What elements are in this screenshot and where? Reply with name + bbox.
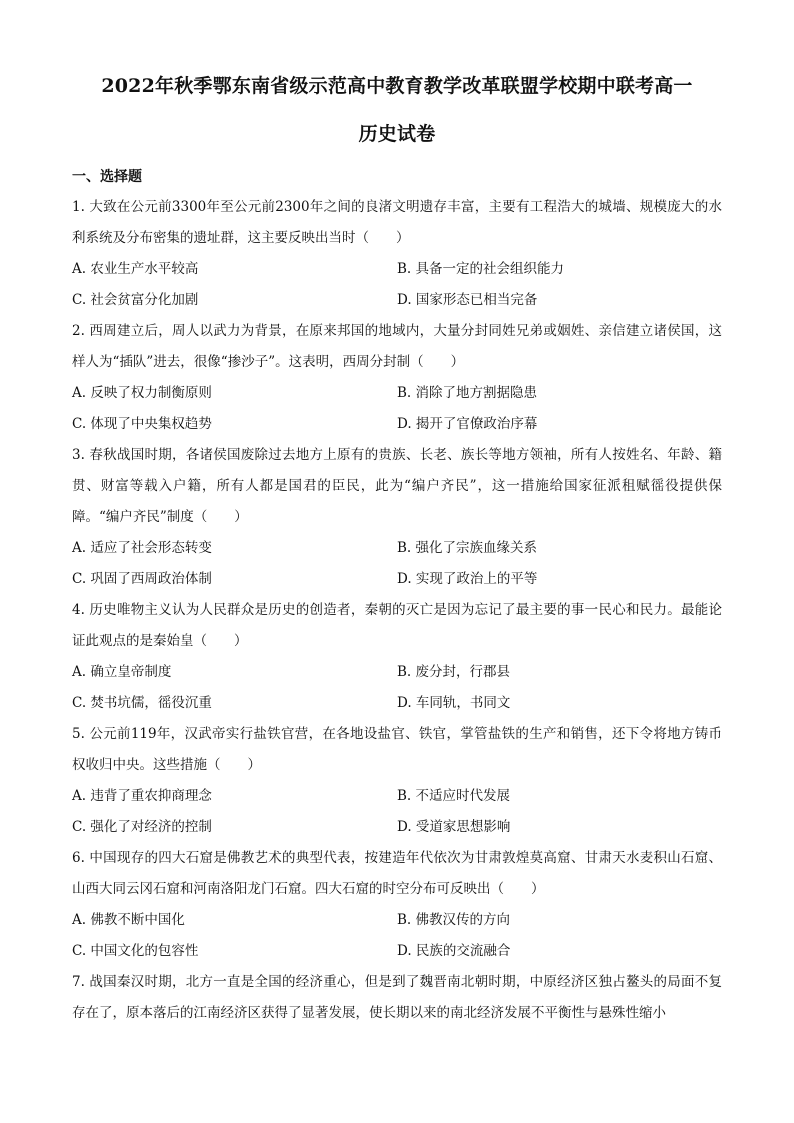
question-options <box>72 657 722 719</box>
question-3 <box>72 440 722 595</box>
question-6 <box>72 843 722 967</box>
option-d: D. 受道家思想影响 <box>397 819 511 835</box>
option-a: A. 适应了社会形态转变 <box>72 540 212 556</box>
option-d: D. 民族的交流融合 <box>397 943 511 959</box>
option-c: C. 中国文化的包容性 <box>72 943 199 959</box>
question-stem: 2. 西周建立后，周人以武力为背景，在原来邦国的地域内，大量分封同姓兄弟或姻姓、亲信建立诸侯国，这样人为“插队”进去，很像“掺沙子”。这表明，西周分封制（ ） <box>72 323 722 370</box>
option-c: C. 强化了对经济的控制 <box>72 819 212 835</box>
option-b: B. 佛教汉传的方向 <box>397 912 511 928</box>
question-4 <box>72 595 722 719</box>
option-b: B. 废分封，行郡县 <box>397 664 511 680</box>
option-a: A. 反映了权力制衡原则 <box>72 385 212 401</box>
question-stem: 4. 历史唯物主义认为人民群众是历史的创造者，秦朝的灭亡是因为忘记了最主要的事一民心和民力。最能论证此观点的是秦始皇（ ） <box>72 602 722 649</box>
exam-title <box>72 62 722 158</box>
question-stem: 1. 大致在公元前3300年至公元前2300年之间的良渚文明遗存丰富，主要有工程浩大的城墙、规模庞大的水利系统及分布密集的遗址群，这主要反映出当时（ ） <box>72 199 722 246</box>
question-options <box>72 378 722 440</box>
option-a: A. 确立皇帝制度 <box>72 664 172 680</box>
option-c: C. 巩固了西周政治体制 <box>72 571 212 587</box>
option-d: D. 车同轨，书同文 <box>397 695 511 711</box>
question-1 <box>72 192 722 316</box>
option-b: B. 不适应时代发展 <box>397 788 511 804</box>
question-stem: 6. 中国现存的四大石窟是佛教艺术的典型代表，按建造年代依次为甘肃敦煌莫高窟、甘肃天水麦积山石窟、山西大同云冈石窟和河南洛阳龙门石窟。四大石窟的时空分布可反映出（ ） <box>72 850 722 897</box>
option-b: B. 消除了地方割据隐患 <box>397 385 538 401</box>
question-stem: 5. 公元前119年，汉武帝实行盐铁官营，在各地设盐官、铁官，掌管盐铁的生产和销售，还下令将地方铸币权收归中央。这些措施（ ） <box>72 726 722 773</box>
option-a: A. 违背了重农抑商理念 <box>72 788 212 804</box>
option-d: D. 揭开了官僚政治序幕 <box>397 416 538 432</box>
question-stem: 3. 春秋战国时期，各诸侯国废除过去地方上原有的贵族、长老、族长等地方领袖，所有人按姓名、年龄、籍贯、财富等载入户籍，所有人都是国君的臣民，此为“编户齐民”，这一措施给国家征派租赋徭役提供保障。“编户齐民”制度（ ） <box>72 447 722 525</box>
exam-title-line1: 2022年秋季鄂东南省级示范高中教育教学改革联盟学校期中联考高一 <box>101 75 693 97</box>
question-7 <box>72 967 722 1029</box>
section-heading: 一、选择题 <box>72 169 142 185</box>
option-c: C. 体现了中央集权趋势 <box>72 416 212 432</box>
option-c: C. 焚书坑儒，徭役沉重 <box>72 695 212 711</box>
question-options <box>72 533 722 595</box>
question-stem: 7. 战国秦汉时期，北方一直是全国的经济重心，但是到了魏晋南北朝时期，中原经济区独占鳌头的局面不复存在了，原本落后的江南经济区获得了显著发展，使长期以来的南北经济发展不平衡性与悬殊性缩小 <box>72 974 722 1021</box>
option-d: D. 国家形态已相当完备 <box>397 292 538 308</box>
exam-title-line2: 历史试卷 <box>358 123 436 145</box>
option-d: D. 实现了政治上的平等 <box>397 571 538 587</box>
option-c: C. 社会贫富分化加剧 <box>72 292 199 308</box>
question-2 <box>72 316 722 440</box>
option-b: B. 强化了宗族血缘关系 <box>397 540 538 556</box>
option-a: A. 农业生产水平较高 <box>72 261 199 277</box>
question-options <box>72 254 722 316</box>
option-a: A. 佛教不断中国化 <box>72 912 185 928</box>
question-5 <box>72 719 722 843</box>
question-options <box>72 905 722 967</box>
option-b: B. 具备一定的社会组织能力 <box>397 261 565 277</box>
question-options <box>72 781 722 843</box>
